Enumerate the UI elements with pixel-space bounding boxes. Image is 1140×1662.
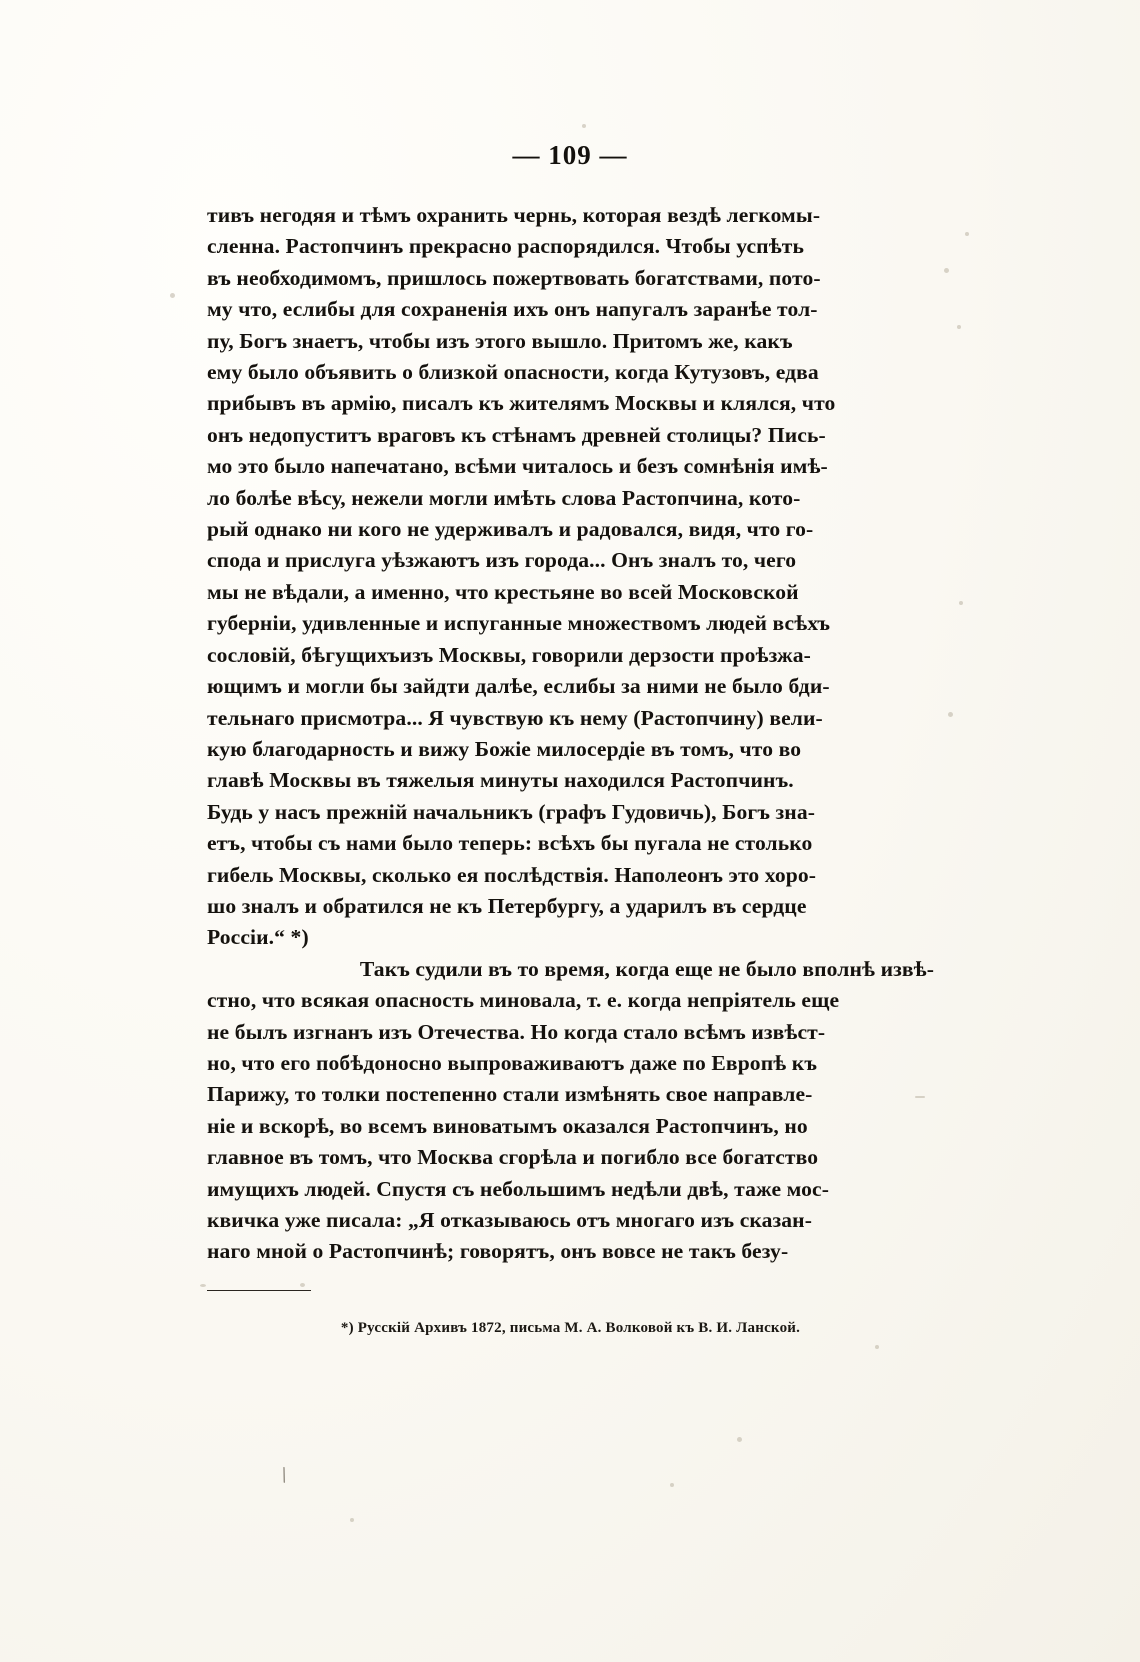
text-line: въ необходимомъ, пришлось пожертвовать богатствами, пото- (207, 265, 821, 290)
text-line: ему было объявить о близкой опасности, когда Кутузовъ, едва (207, 360, 819, 385)
scan-speck (875, 1345, 879, 1349)
scan-speck (948, 712, 953, 717)
text-line: гибель Москвы, сколько ея послѣдствія. Наполеонъ это хоро- (207, 862, 817, 887)
text-line: му что, еслибы для сохраненія ихъ онъ напугалъ заранѣе тол- (207, 297, 818, 322)
text-line: мо это было напечатано, всѣми читалось и безъ сомнѣнія имѣ- (207, 454, 828, 479)
scan-speck (670, 1483, 674, 1487)
text-line: ющимъ и могли бы зайдти далѣе, еслибы за ними не было бди- (207, 674, 830, 699)
scan-speck (300, 1283, 305, 1287)
text-line: мы не вѣдали, а именно, что крестьяне во всей Московской (207, 579, 799, 604)
text-line: кую благодарность и вижу Божіе милосердіе въ томъ, что во (207, 736, 802, 761)
text-line: ніе и вскорѣ, во всемъ виноватымъ оказался Растопчинъ, но (207, 1113, 808, 1138)
text-line: Такъ судили въ то время, когда еще не было вполнѣ извѣ- (359, 956, 934, 981)
scan-speck (915, 1096, 925, 1098)
text-line: прибывъ въ армію, писалъ къ жителямъ Москвы и клялся, что (207, 391, 836, 416)
text-line: Будь у насъ прежній начальникъ (графъ Гудовичь), Богъ зна- (207, 799, 816, 824)
text-line: сословій, бѣгущихъизъ Москвы, говорили дерзости проѣзжа- (207, 642, 811, 667)
footnote-text: *) Русскій Архивъ 1872, письма М. А. Волковой къ В. И. Ланской. (340, 1320, 801, 1336)
paragraph-1 (207, 200, 934, 954)
text-line: не былъ изгнанъ изъ Отечества. Но когда стало всѣмъ извѣст- (207, 1019, 826, 1044)
scan-speck (350, 1518, 354, 1522)
text-line: но, что его побѣдоносно выпроваживаютъ даже по Европѣ къ (207, 1050, 818, 1075)
paragraph-2 (207, 954, 934, 1268)
scan-speck (965, 232, 969, 236)
footnote-separator (207, 1290, 311, 1291)
text-line: рый однако ни кого не удерживалъ и радовался, видя, что го- (207, 517, 814, 542)
scan-speck (959, 601, 963, 605)
text-line: етъ, чтобы съ нами было теперь: всѣхъ бы пугала не столько (207, 831, 813, 856)
text-line: квичка уже писала: „Я отказываюсь отъ многаго изъ сказан- (207, 1208, 812, 1232)
text-line: онъ недопуститъ враговъ къ стѣнамъ древней столицы? Пись- (207, 422, 826, 447)
text-line: главѣ Москвы въ тяжелыя минуты находился Растопчинъ. (207, 768, 794, 793)
page-body (207, 200, 934, 1268)
text-line: главное въ томъ, что Москва сгорѣла и погибло все богатство (207, 1145, 819, 1170)
scan-speck (737, 1437, 742, 1442)
text-line: шо зналъ и обратился не къ Петербургу, а ударилъ въ сердце (207, 893, 807, 918)
text-line: спода и прислуга уѣзжаютъ изъ города... Онъ зналъ то, чего (207, 548, 797, 573)
text-line: губерніи, удивленные и испуганные множествомъ людей всѣхъ (207, 611, 831, 636)
text-line: наго мной о Растопчинѣ; говорятъ, онъ вовсе не такъ безу- (207, 1239, 789, 1264)
text-line: тельнаго присмотра... Я чувствую къ нему (Растопчину) вели- (207, 705, 823, 730)
scan-speck (944, 268, 949, 273)
text-line: сленна. Растопчинъ прекрасно распорядился. Чтобы успѣть (207, 234, 804, 259)
text-line: Парижу, то толки постепенно стали измѣнять свое направле- (207, 1082, 813, 1107)
text-line: имущихъ людей. Спустя съ небольшимъ недѣли двѣ, таже мос- (207, 1176, 830, 1201)
scan-speck (957, 325, 961, 329)
text-line: ло болѣе вѣсу, нежели могли имѣть слова Растопчина, кото- (207, 485, 801, 510)
text-line: тивъ негодяя и тѣмъ охранить чернь, которая вездѣ легкомы- (207, 203, 821, 227)
page-number: — 109 — (512, 140, 628, 170)
scan-speck (200, 1284, 206, 1287)
text-line: пу, Богъ знаетъ, чтобы изъ этого вышло. Притомъ же, какъ (207, 328, 793, 353)
text-line: стно, что всякая опасность миновала, т. е. когда непріятель еще (207, 988, 840, 1013)
text-line: Россіи.“ *) (207, 925, 309, 950)
scan-speck (170, 293, 175, 298)
scan-pen-mark: \ (277, 1461, 291, 1488)
scan-speck (582, 124, 586, 128)
